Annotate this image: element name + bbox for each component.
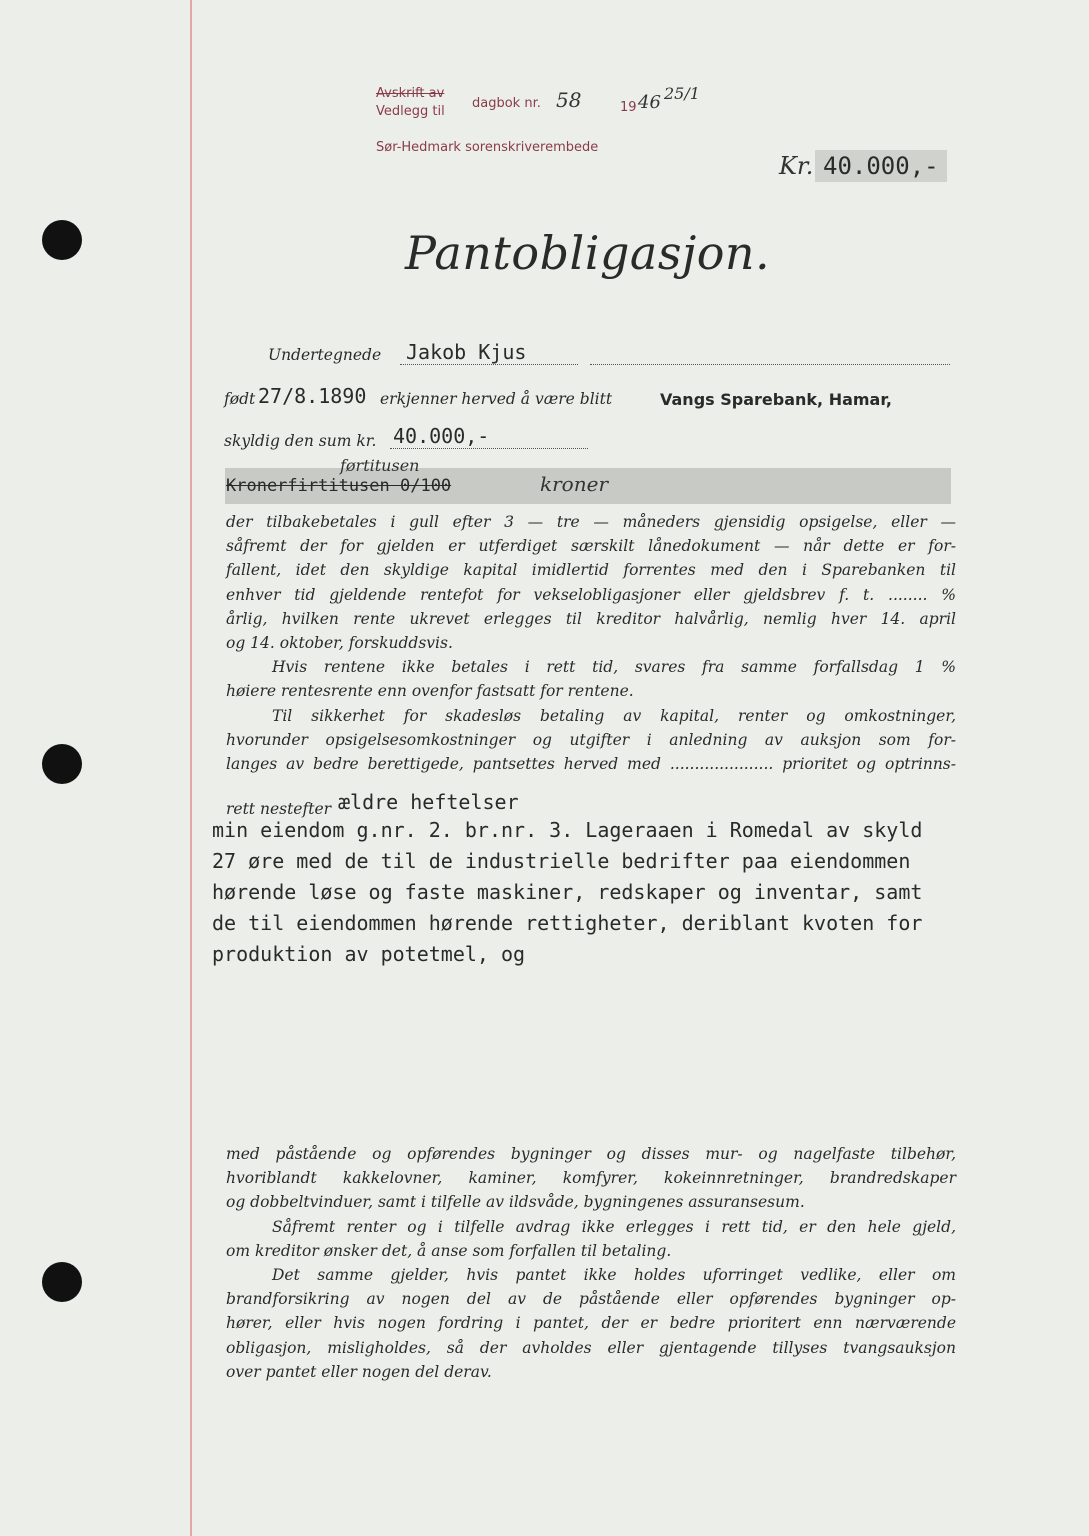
body-line: Hvis rentene ikke betales i rett tid, svares fra samme forfallsdag 1 %	[272, 658, 956, 677]
body-line: enhver tid gjeldende rentefot for vekselobligasjoner eller gjeldsbrev f. t. ........ %	[226, 585, 956, 604]
stamp-dagbok: dagbok nr.	[472, 96, 541, 111]
body-line: Til sikkerhet for skadesløs betaling av kapital, renter og omkostninger,	[272, 706, 956, 725]
body-line: fallent, idet den skyldige kapital imidlertid forrentes med den i Sparebanken til	[226, 561, 956, 580]
typed-line: de til eiendommen hørende rettigheter, deriblant kvoten for	[212, 911, 923, 935]
closing-line: over pantet eller nogen del derav.	[226, 1362, 492, 1381]
body-line: såfremt der for gjelden er utferdiget særskilt lånedokument — når dette er for-	[226, 537, 956, 556]
undertegnede-label: Undertegnede	[268, 346, 382, 364]
punch-hole	[42, 220, 82, 260]
debtor-name: Jakob Kjus	[406, 340, 527, 364]
bank-name: Vangs Sparebank, Hamar,	[660, 390, 892, 409]
typed-line: 27 øre med de til de industrielle bedrifter paa eiendommen	[212, 849, 911, 873]
stamp-vedlegg: Vedlegg til	[376, 104, 445, 119]
typed-line: min eiendom g.nr. 2. br.nr. 3. Lageraaen i Romedal av skyld	[212, 818, 923, 842]
closing-line: obligasjon, misligholdes, så der avholdes eller gjentagende tillyses tvangsauksjon	[226, 1338, 956, 1357]
body-line: og 14. oktober, forskuddsvis.	[226, 633, 453, 652]
typed-property-description	[212, 815, 972, 970]
name-dotted-line	[400, 364, 578, 365]
closing-line: om kreditor ønsker det, å anse som forfallen til betaling.	[226, 1241, 672, 1260]
body-line: årlig, hvilken rente ukrevet erlegges til kreditor halvårlig, nemlig hver 14. april	[226, 609, 956, 628]
body-line: langes av bedre berettigede, pantsettes herved med ..................... prioritet og optrinns-	[226, 754, 956, 773]
acknowledge-text: erkjenner herved å være blitt	[380, 390, 613, 408]
margin-line	[190, 0, 192, 1536]
sum-value: 40.000,-	[393, 424, 490, 448]
closing-paragraph	[226, 1142, 956, 1384]
body-line: høiere rentesrente enn ovenfor fastsatt for rentene.	[226, 682, 634, 701]
closing-line: og dobbeltvinduer, samt i tilfelle av ildsvåde, bygningenes assuransesum.	[226, 1193, 805, 1212]
typed-first-line: ældre heftelser	[338, 790, 519, 814]
punch-hole	[42, 744, 82, 784]
body-paragraph	[226, 510, 956, 776]
closing-line: hvoriblandt kakkelovner, kaminer, komfyrer, kokeinnretninger, brandredskaper	[226, 1169, 956, 1188]
born-date: 27/8.1890	[258, 384, 367, 408]
stamp-dagbok-nr: 58	[556, 88, 582, 112]
punch-hole	[42, 1262, 82, 1302]
rett-nestefter-label: rett nestefter	[226, 800, 332, 818]
typed-line: produktion av potetmel, og	[212, 942, 526, 966]
closing-line: brandforsikring av nogen del av de påstående eller opførendes bygninger op-	[226, 1290, 956, 1309]
closing-line: Det samme gjelder, hvis pantet ikke holdes uforringet vedlike, eller om	[272, 1265, 956, 1284]
document-title: Pantobligasjon.	[405, 226, 771, 280]
stamp-year-prefix: 19	[620, 100, 637, 115]
closing-line: med påstående og opførendes bygninger og disses mur- og nagelfaste tilbehør,	[226, 1145, 956, 1163]
amount-label: Kr.	[779, 152, 814, 180]
typed-line: hørende løse og faste maskiner, redskaper og inventar, samt	[212, 880, 923, 904]
born-label: født	[224, 390, 256, 408]
words-hand: kroner	[540, 472, 608, 496]
amount-value: 40.000,-	[815, 150, 947, 182]
body-line: der tilbakebetales i gull efter 3 — tre — måneders gjensidig opsigelse, eller —	[226, 513, 956, 531]
name-dotted-line-2	[590, 364, 950, 365]
stamp-avskrift: Avskrift av	[376, 86, 445, 101]
sum-dotted-line	[390, 448, 588, 449]
body-line: hvorunder opsigelsesomkostninger og utgifter i anledning av auksjon som for-	[226, 730, 956, 749]
closing-line: Såfremt renter og i tilfelle avdrag ikke erlegges i rett tid, er den hele gjeld,	[272, 1217, 956, 1236]
closing-line: hører, eller hvis nogen fordring i pantet, der er bedre prioritert enn nærværende	[226, 1314, 956, 1333]
words-struck: Kronerfirtitusen 0/100	[226, 476, 452, 496]
stamp-office: Sør-Hedmark sorenskriverembede	[376, 140, 599, 155]
stamp-date: 25/1	[664, 84, 700, 103]
sum-label: skyldig den sum kr.	[224, 432, 377, 450]
stamp-year-suffix: 46	[638, 92, 661, 113]
words-hand-above: førtitusen	[340, 456, 420, 475]
